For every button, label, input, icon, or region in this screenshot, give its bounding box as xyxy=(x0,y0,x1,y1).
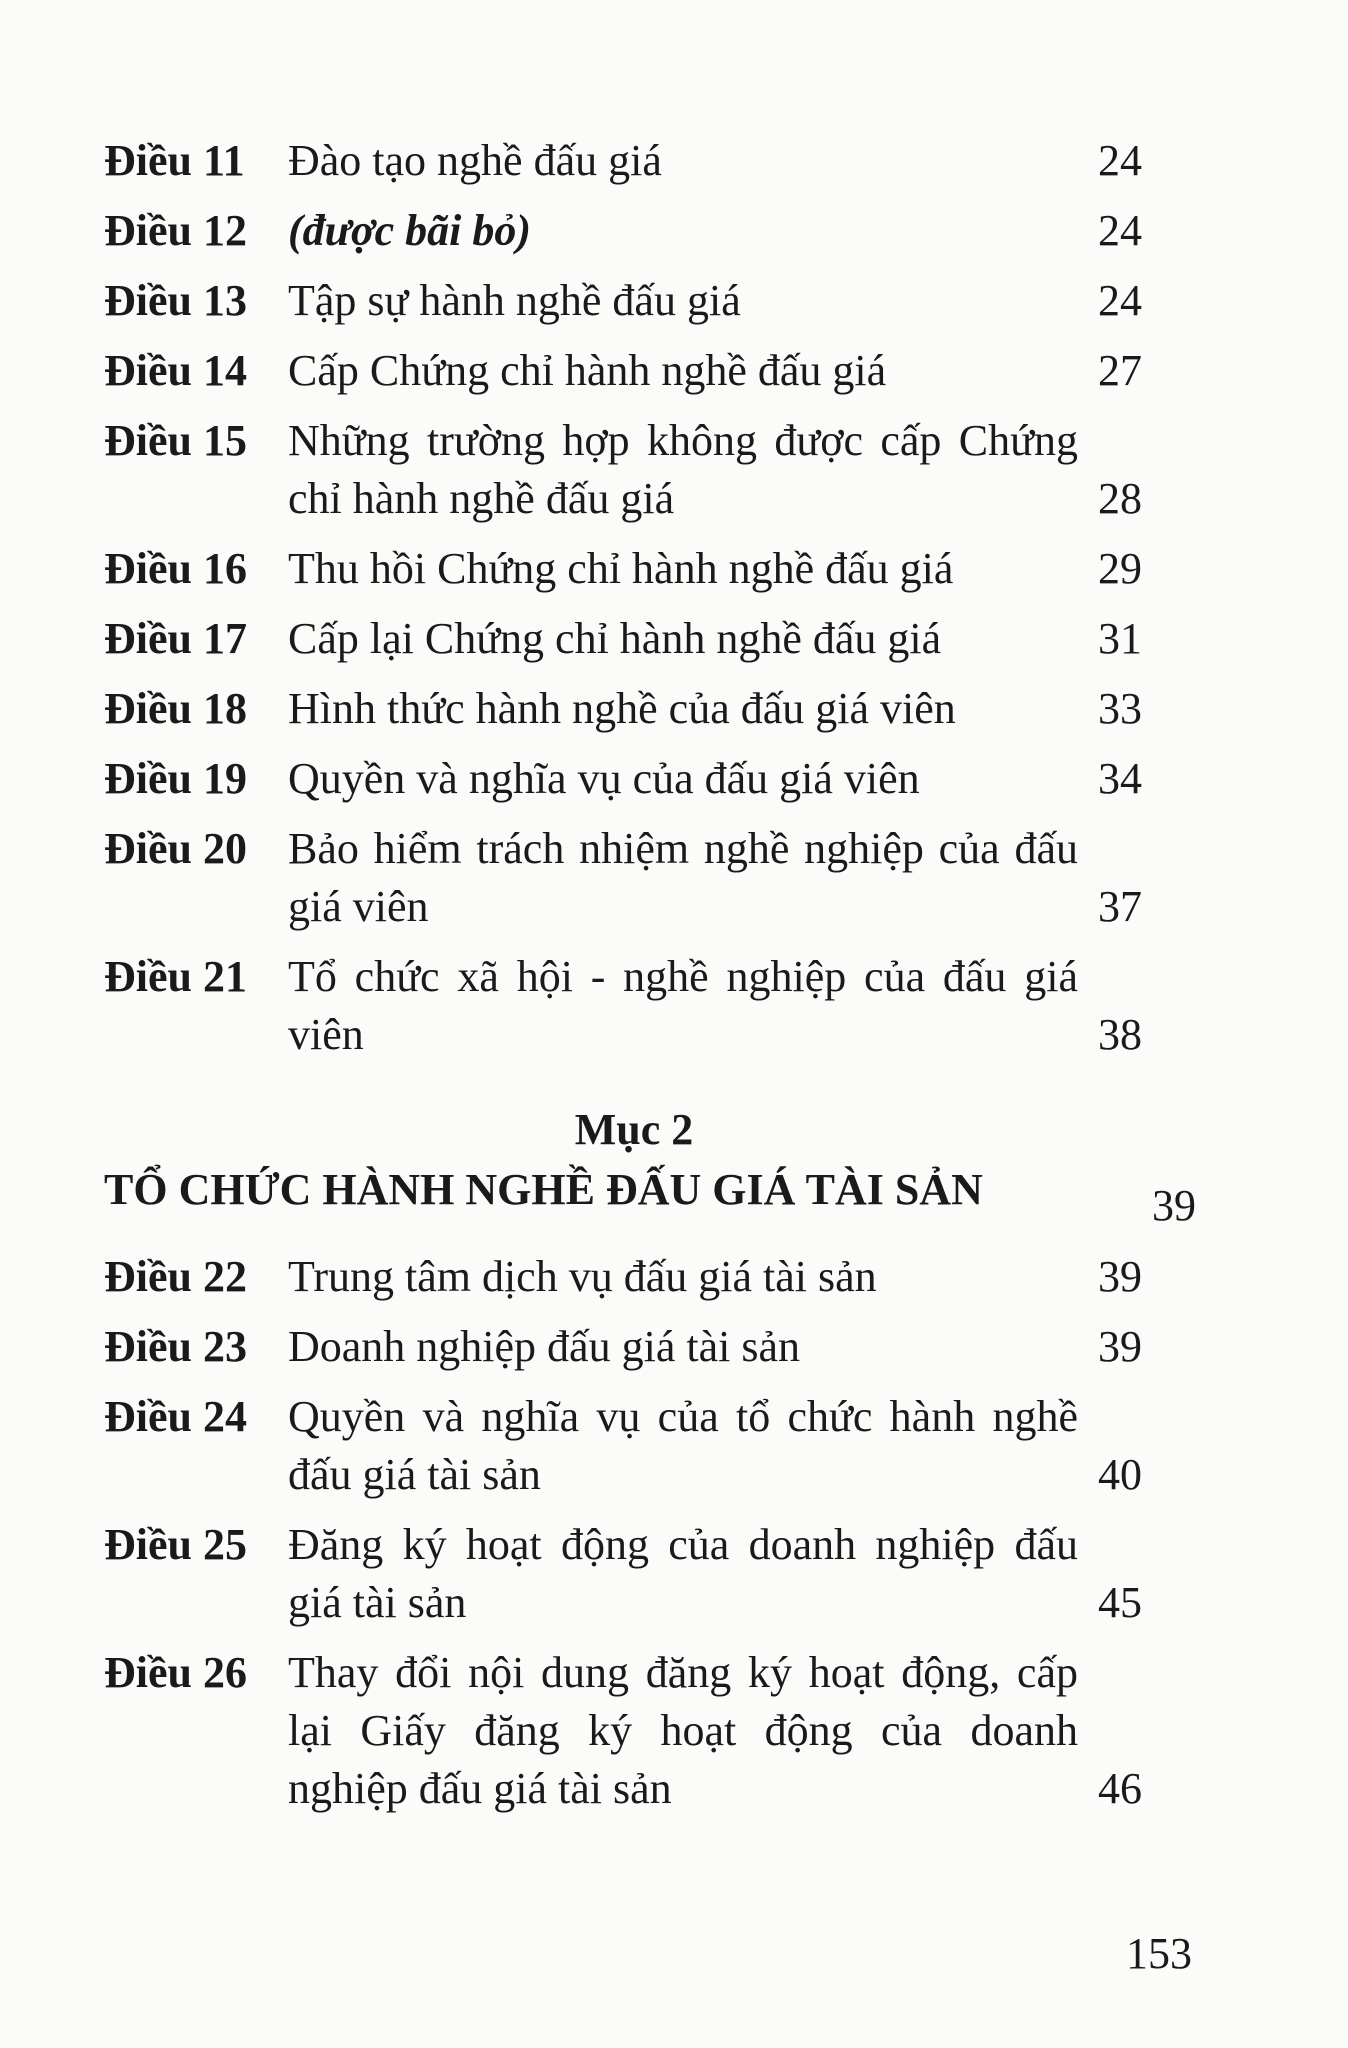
toc-entry xyxy=(104,1388,1196,1504)
article-page-number: 45 xyxy=(1098,1578,1142,1627)
article-title: Thay đổi nội dung đăng ký hoạt động, cấp lại Giấy đăng ký hoạt động của doanh nghiệp đấu giá tài sản xyxy=(288,1648,1078,1813)
toc-entry xyxy=(104,820,1196,936)
entry-body xyxy=(288,342,1188,400)
article-title: Quyền và nghĩa vụ của đấu giá viên xyxy=(288,754,920,803)
table-of-contents xyxy=(104,132,1196,1830)
article-number: Điều 18 xyxy=(104,684,247,733)
article-page-number: 27 xyxy=(1098,346,1142,395)
entry-body xyxy=(288,132,1188,190)
article-title: Cấp lại Chứng chỉ hành nghề đấu giá xyxy=(288,614,942,663)
entry-body xyxy=(288,272,1188,330)
entry-body xyxy=(288,750,1188,808)
article-number: Điều 14 xyxy=(104,346,247,395)
article-number: Điều 24 xyxy=(104,1392,247,1441)
article-number: Điều 26 xyxy=(104,1648,247,1697)
entry-body xyxy=(288,1248,1188,1306)
article-title: Hình thức hành nghề của đấu giá viên xyxy=(288,684,956,733)
entry-body xyxy=(288,610,1188,668)
article-number: Điều 19 xyxy=(104,754,247,803)
toc-entry xyxy=(104,1516,1196,1632)
article-page-number: 38 xyxy=(1098,1010,1142,1059)
article-title: Thu hồi Chứng chỉ hành nghề đấu giá xyxy=(288,544,954,593)
toc-entry xyxy=(104,680,1196,738)
article-number: Điều 12 xyxy=(104,206,247,255)
article-page-number: 39 xyxy=(1098,1252,1142,1301)
toc-entry xyxy=(104,272,1196,330)
section-title-row xyxy=(104,1158,1196,1228)
article-title: Đăng ký hoạt động của doanh nghiệp đấu giá tài sản xyxy=(288,1520,1078,1627)
article-title: Cấp Chứng chỉ hành nghề đấu giá xyxy=(288,346,887,395)
article-page-number: 24 xyxy=(1098,136,1142,185)
article-title: Đào tạo nghề đấu giá xyxy=(288,136,662,185)
toc-entries-part-1 xyxy=(104,132,1196,1064)
page-number: 153 xyxy=(1126,1929,1192,1978)
article-title: Bảo hiểm trách nhiệm nghề nghiệp của đấu giá viên xyxy=(288,824,1078,931)
article-number: Điều 13 xyxy=(104,276,247,325)
entry-body xyxy=(288,948,1188,1064)
article-title: (được bãi bỏ) xyxy=(288,206,532,255)
article-number: Điều 25 xyxy=(104,1520,247,1569)
article-page-number: 39 xyxy=(1098,1322,1142,1371)
article-number: Điều 15 xyxy=(104,416,247,465)
article-page-number: 24 xyxy=(1098,276,1142,325)
article-page-number: 31 xyxy=(1098,614,1142,663)
entry-body xyxy=(288,540,1188,598)
toc-entry xyxy=(104,750,1196,808)
article-page-number: 29 xyxy=(1098,544,1142,593)
toc-entry xyxy=(104,610,1196,668)
article-page-number: 34 xyxy=(1098,754,1142,803)
article-title: Tập sự hành nghề đấu giá xyxy=(288,276,741,325)
article-number: Điều 11 xyxy=(104,136,245,185)
entry-body xyxy=(288,1644,1188,1818)
entry-body xyxy=(288,202,1188,260)
entry-body xyxy=(288,820,1188,936)
article-title: Quyền và nghĩa vụ của tổ chức hành nghề đấu giá tài sản xyxy=(288,1392,1078,1499)
article-title: Tổ chức xã hội - nghề nghiệp của đấu giá viên xyxy=(288,952,1078,1059)
article-title: Doanh nghiệp đấu giá tài sản xyxy=(288,1322,800,1371)
toc-entry xyxy=(104,540,1196,598)
entry-body xyxy=(288,1388,1188,1504)
article-page-number: 40 xyxy=(1098,1450,1142,1499)
entry-body xyxy=(288,680,1188,738)
toc-entries-part-2 xyxy=(104,1248,1196,1818)
article-number: Điều 20 xyxy=(104,824,247,873)
section-label: Mục 2 xyxy=(574,1105,694,1154)
article-title: Trung tâm dịch vụ đấu giá tài sản xyxy=(288,1252,877,1301)
article-number: Điều 17 xyxy=(104,614,247,663)
article-number: Điều 23 xyxy=(104,1322,247,1371)
article-page-number: 46 xyxy=(1098,1764,1142,1813)
toc-section xyxy=(104,1102,1196,1228)
toc-entry xyxy=(104,132,1196,190)
toc-entry xyxy=(104,342,1196,400)
article-page-number: 37 xyxy=(1098,882,1142,931)
section-page-number: 39 xyxy=(1152,1181,1196,1230)
toc-entry xyxy=(104,1318,1196,1376)
article-number: Điều 21 xyxy=(104,952,247,1001)
entry-body xyxy=(288,412,1188,528)
entry-body xyxy=(288,1318,1188,1376)
article-page-number: 33 xyxy=(1098,684,1142,733)
toc-entry xyxy=(104,1644,1196,1818)
article-number: Điều 22 xyxy=(104,1252,247,1301)
toc-entry xyxy=(104,202,1196,260)
section-title: TỔ CHỨC HÀNH NGHỀ ĐẤU GIÁ TÀI SẢN xyxy=(104,1165,983,1214)
article-page-number: 24 xyxy=(1098,206,1142,255)
toc-entry xyxy=(104,948,1196,1064)
article-page-number: 28 xyxy=(1098,474,1142,523)
toc-entry xyxy=(104,412,1196,528)
article-number: Điều 16 xyxy=(104,544,247,593)
toc-entry xyxy=(104,1248,1196,1306)
article-title: Những trường hợp không được cấp Chứng chỉ hành nghề đấu giá xyxy=(288,416,1078,523)
entry-body xyxy=(288,1516,1188,1632)
